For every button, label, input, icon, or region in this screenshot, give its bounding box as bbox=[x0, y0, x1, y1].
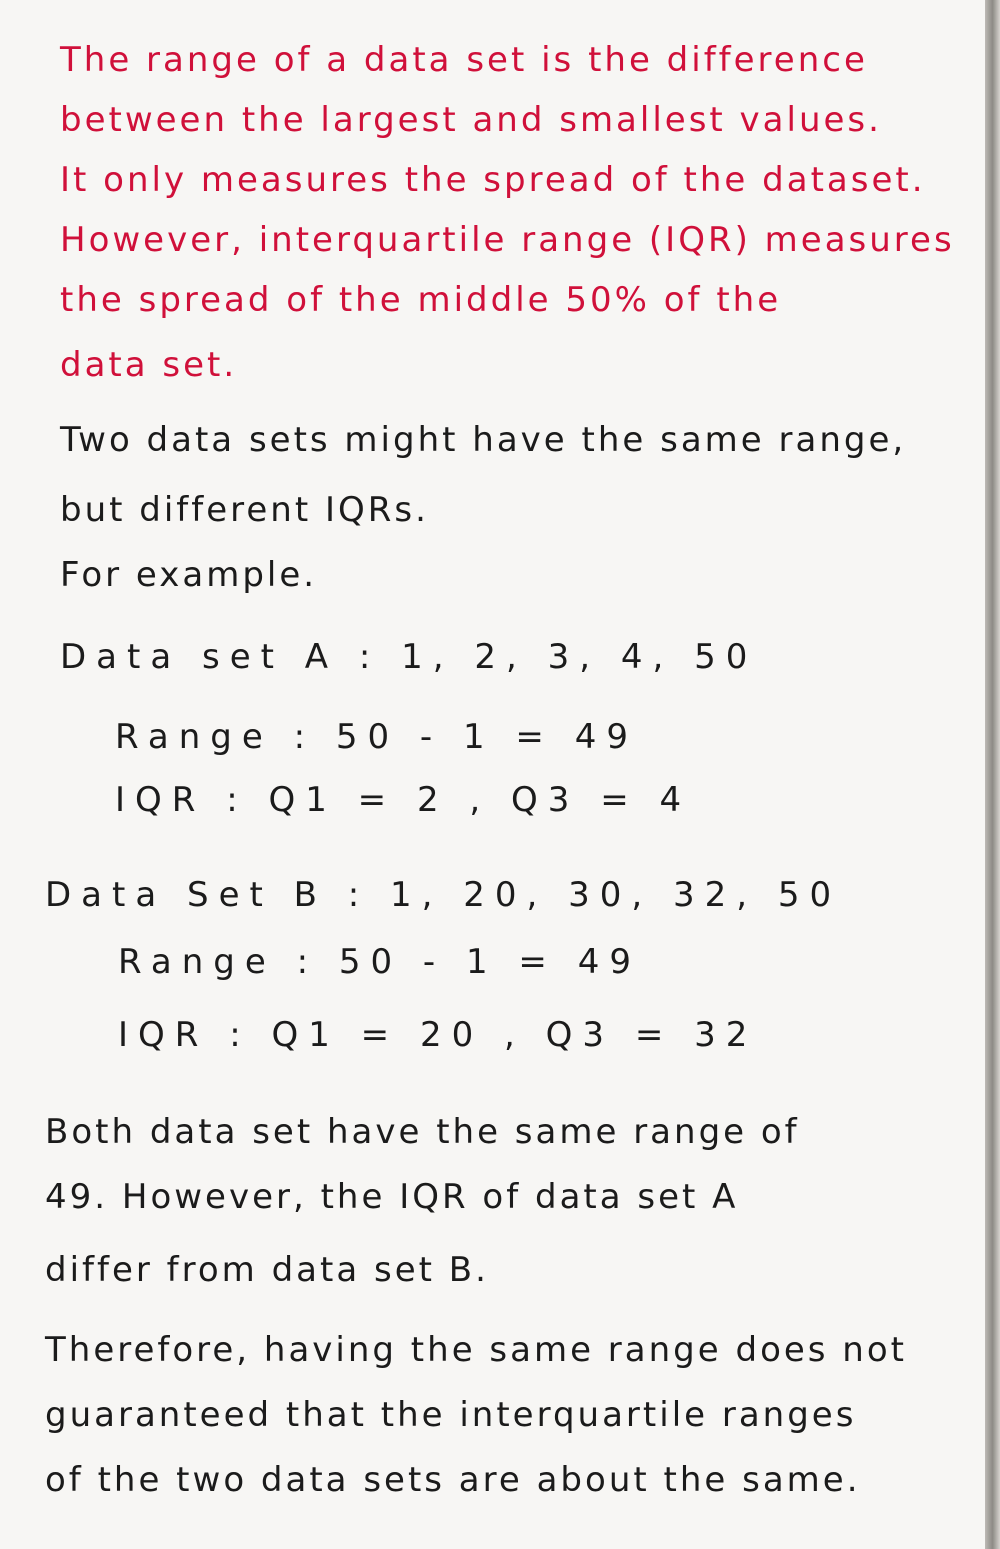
set-a-range: Range : 50 - 1 = 49 bbox=[115, 717, 638, 757]
conclusion-line: Both data set have the same range of bbox=[45, 1112, 800, 1152]
conclusion-line: guaranteed that the interquartile ranges bbox=[45, 1395, 857, 1435]
intro-line: between the largest and smallest values. bbox=[60, 100, 882, 140]
conclusion-line: differ from data set B. bbox=[45, 1250, 489, 1290]
intro-line: the spread of the middle 50% of the bbox=[60, 280, 782, 320]
conclusion-line: Therefore, having the same range does not bbox=[45, 1330, 907, 1370]
set-a-title: Data set A : 1, 2, 3, 4, 50 bbox=[60, 637, 758, 677]
page-edge bbox=[985, 0, 1000, 1549]
intro-line: The range of a data set is the difference bbox=[60, 40, 868, 80]
conclusion-line: of the two data sets are about the same. bbox=[45, 1460, 861, 1500]
conclusion-line: 49. However, the IQR of data set A bbox=[45, 1177, 739, 1217]
set-b-iqr: IQR : Q1 = 20 , Q3 = 32 bbox=[118, 1015, 758, 1055]
body-line: Two data sets might have the same range, bbox=[60, 420, 907, 460]
intro-line: It only measures the spread of the dataset. bbox=[60, 160, 926, 200]
set-b-title: Data Set B : 1, 20, 30, 32, 50 bbox=[45, 875, 842, 915]
set-b-range: Range : 50 - 1 = 49 bbox=[118, 942, 641, 982]
intro-line: However, interquartile range (IQR) measures bbox=[60, 220, 955, 260]
intro-line: data set. bbox=[60, 345, 238, 385]
body-line: but different IQRs. bbox=[60, 490, 429, 530]
set-a-iqr: IQR : Q1 = 2 , Q3 = 4 bbox=[115, 780, 692, 820]
body-line: For example. bbox=[60, 555, 318, 595]
